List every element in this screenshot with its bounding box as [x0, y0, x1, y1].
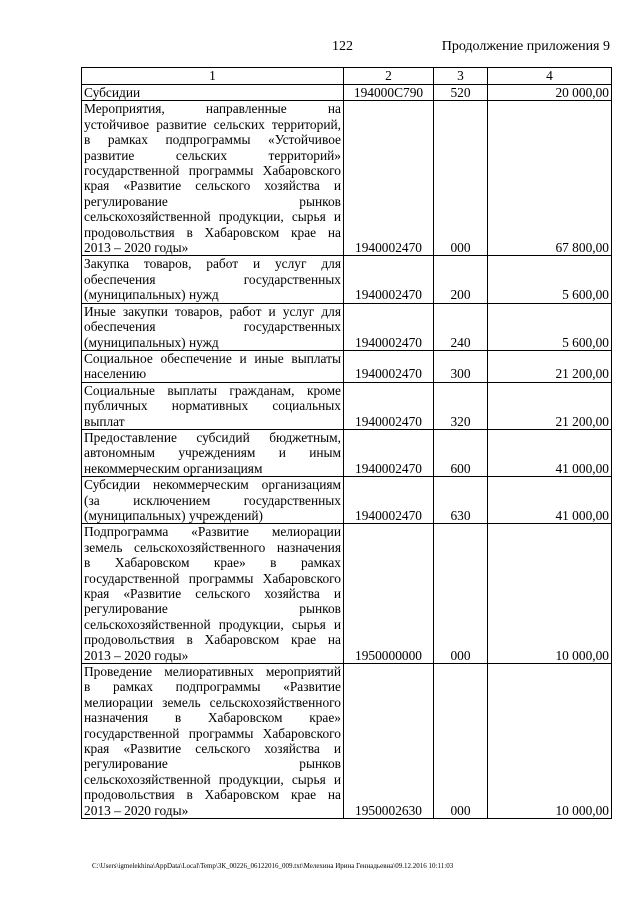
description-line: 2013 – 2020 годы» — [84, 802, 189, 818]
row-description — [82, 429, 344, 476]
expense-type-cell: 300 — [434, 350, 488, 382]
target-code-cell: 1940002470 — [344, 303, 434, 350]
description-line: обеспечения государственных — [84, 319, 341, 335]
target-code-cell: 1940002470 — [344, 350, 434, 382]
row-description — [82, 303, 344, 350]
description-line: выплат — [84, 413, 125, 429]
description-line: края «Развитие сельского хозяйства и — [84, 178, 341, 194]
table-row — [82, 382, 612, 429]
description-line: (муниципальных) нужд — [84, 334, 219, 350]
table-row — [82, 429, 612, 476]
description-line: мелиорации земель сельскохозяйственного — [84, 694, 341, 710]
target-code-cell: 1940002470 — [344, 429, 434, 476]
row-description — [82, 101, 344, 256]
description-line: регулирование рынков — [84, 193, 341, 209]
target-code-cell: 1940002470 — [344, 382, 434, 429]
column-number-4: 4 — [488, 68, 612, 85]
expense-type-cell: 000 — [434, 101, 488, 256]
description-line: некоммерческим организациям — [84, 460, 263, 476]
description-line: Социальные выплаты гражданам, кроме — [84, 382, 341, 398]
amount-cell: 5 600,00 — [488, 256, 612, 303]
expense-type-cell: 000 — [434, 524, 488, 664]
expense-type-cell: 630 — [434, 477, 488, 524]
description-line: в Хабаровском крае» в рамках — [84, 555, 341, 571]
table-row — [82, 664, 612, 819]
description-line: Закупка товаров, работ и услуг для — [84, 256, 341, 272]
target-code-cell: 1940002470 — [344, 256, 434, 303]
table-row — [82, 350, 612, 382]
row-description — [82, 477, 344, 524]
description-line: развитие сельских территорий» — [84, 147, 341, 163]
description-line: автономным учреждениям и иным — [84, 445, 341, 461]
description-line: Мероприятия, направленные на — [84, 101, 341, 117]
description-line: сельскохозяйственной продукции, сырья и — [84, 771, 341, 787]
description-line: регулирование рынков — [84, 601, 341, 617]
description-line: края «Развитие сельского хозяйства и — [84, 741, 341, 757]
expense-type-cell: 200 — [434, 256, 488, 303]
amount-cell: 41 000,00 — [488, 477, 612, 524]
description-line: регулирование рынков — [84, 756, 341, 772]
file-path-footer: C:\Users\igmelekhina\AppData\Local\Temp\ЗК_00226_06122016_009.txt\Мелехина Ирина Геннадьевна\09.12.2016 10:11:03 — [92, 862, 454, 870]
expense-type-cell: 240 — [434, 303, 488, 350]
page-number: 122 — [332, 39, 353, 54]
amount-cell: 10 000,00 — [488, 524, 612, 664]
description-line: Иные закупки товаров, работ и услуг для — [84, 303, 341, 319]
column-number-2: 2 — [344, 68, 434, 85]
description-line: Субсидии — [84, 85, 141, 100]
expense-type-cell: 000 — [434, 664, 488, 819]
description-line: Социальное обеспечение и иные выплаты — [84, 350, 341, 366]
amount-cell: 5 600,00 — [488, 303, 612, 350]
amount-cell: 21 200,00 — [488, 382, 612, 429]
description-line: Подпрограмма «Развитие мелиорации — [84, 524, 341, 540]
amount-cell: 20 000,00 — [488, 85, 612, 101]
table-row — [82, 256, 612, 303]
description-line: публичных нормативных социальных — [84, 398, 341, 414]
description-line: обеспечения государственных — [84, 271, 341, 287]
description-line: земель сельскохозяйственного назначения — [84, 539, 341, 555]
description-line: в рамках подпрограммы «Устойчивое — [84, 132, 341, 148]
description-line: 2013 – 2020 годы» — [84, 647, 189, 663]
description-line: Предоставление субсидий бюджетным, — [84, 429, 341, 445]
description-line: (за исключением государственных — [84, 492, 341, 508]
target-code-cell: 1940002470 — [344, 477, 434, 524]
amount-cell: 21 200,00 — [488, 350, 612, 382]
table-row — [82, 85, 612, 101]
table-row — [82, 477, 612, 524]
table-row — [82, 303, 612, 350]
row-description — [82, 256, 344, 303]
description-line: (муниципальных) нужд — [84, 287, 219, 303]
row-description — [82, 85, 344, 101]
row-description — [82, 664, 344, 819]
target-code-cell: 1950000000 — [344, 524, 434, 664]
description-line: продовольствия в Хабаровском крае на — [84, 787, 341, 803]
description-line: сельскохозяйственной продукции, сырья и — [84, 616, 341, 632]
column-number-1: 1 — [82, 68, 344, 85]
column-number-3: 3 — [434, 68, 488, 85]
amount-cell: 10 000,00 — [488, 664, 612, 819]
target-code-cell: 1950002630 — [344, 664, 434, 819]
row-description — [82, 350, 344, 382]
description-line: государственной программы Хабаровского — [84, 725, 341, 741]
description-line: устойчивое развитие сельских территорий, — [84, 116, 341, 132]
description-line: края «Развитие сельского хозяйства и — [84, 586, 341, 601]
amount-cell: 67 800,00 — [488, 101, 612, 256]
description-line: государственной программы Хабаровского — [84, 570, 341, 586]
expense-type-cell: 320 — [434, 382, 488, 429]
row-description — [82, 524, 344, 664]
description-line: Проведение мелиоративных мероприятий — [84, 664, 341, 680]
budget-table — [81, 67, 612, 819]
row-description — [82, 382, 344, 429]
table-row — [82, 101, 612, 256]
target-code-cell: 1940002470 — [344, 101, 434, 256]
description-line: продовольствия в Хабаровском крае на — [84, 632, 341, 648]
description-line: (муниципальных) учреждений) — [84, 507, 264, 523]
table-row — [82, 524, 612, 664]
column-number-row — [82, 68, 612, 85]
description-line: населению — [84, 366, 147, 382]
target-code-cell: 194000С790 — [344, 85, 434, 101]
budget-table-body — [82, 68, 612, 819]
description-line: продовольствия в Хабаровском крае на — [84, 224, 341, 240]
description-line: назначения в Хабаровском крае» — [84, 710, 341, 726]
description-line: Субсидии некоммерческим организациям — [84, 477, 341, 493]
expense-type-cell: 600 — [434, 429, 488, 476]
description-line: сельскохозяйственной продукции, сырья и — [84, 209, 341, 225]
amount-cell: 41 000,00 — [488, 429, 612, 476]
appendix-continuation-label: Продолжение приложения 9 — [441, 39, 610, 54]
description-line: 2013 – 2020 годы» — [84, 240, 189, 256]
description-line: государственной программы Хабаровского — [84, 163, 341, 179]
expense-type-cell: 520 — [434, 85, 488, 101]
description-line: в рамках подпрограммы «Развитие — [84, 679, 341, 695]
